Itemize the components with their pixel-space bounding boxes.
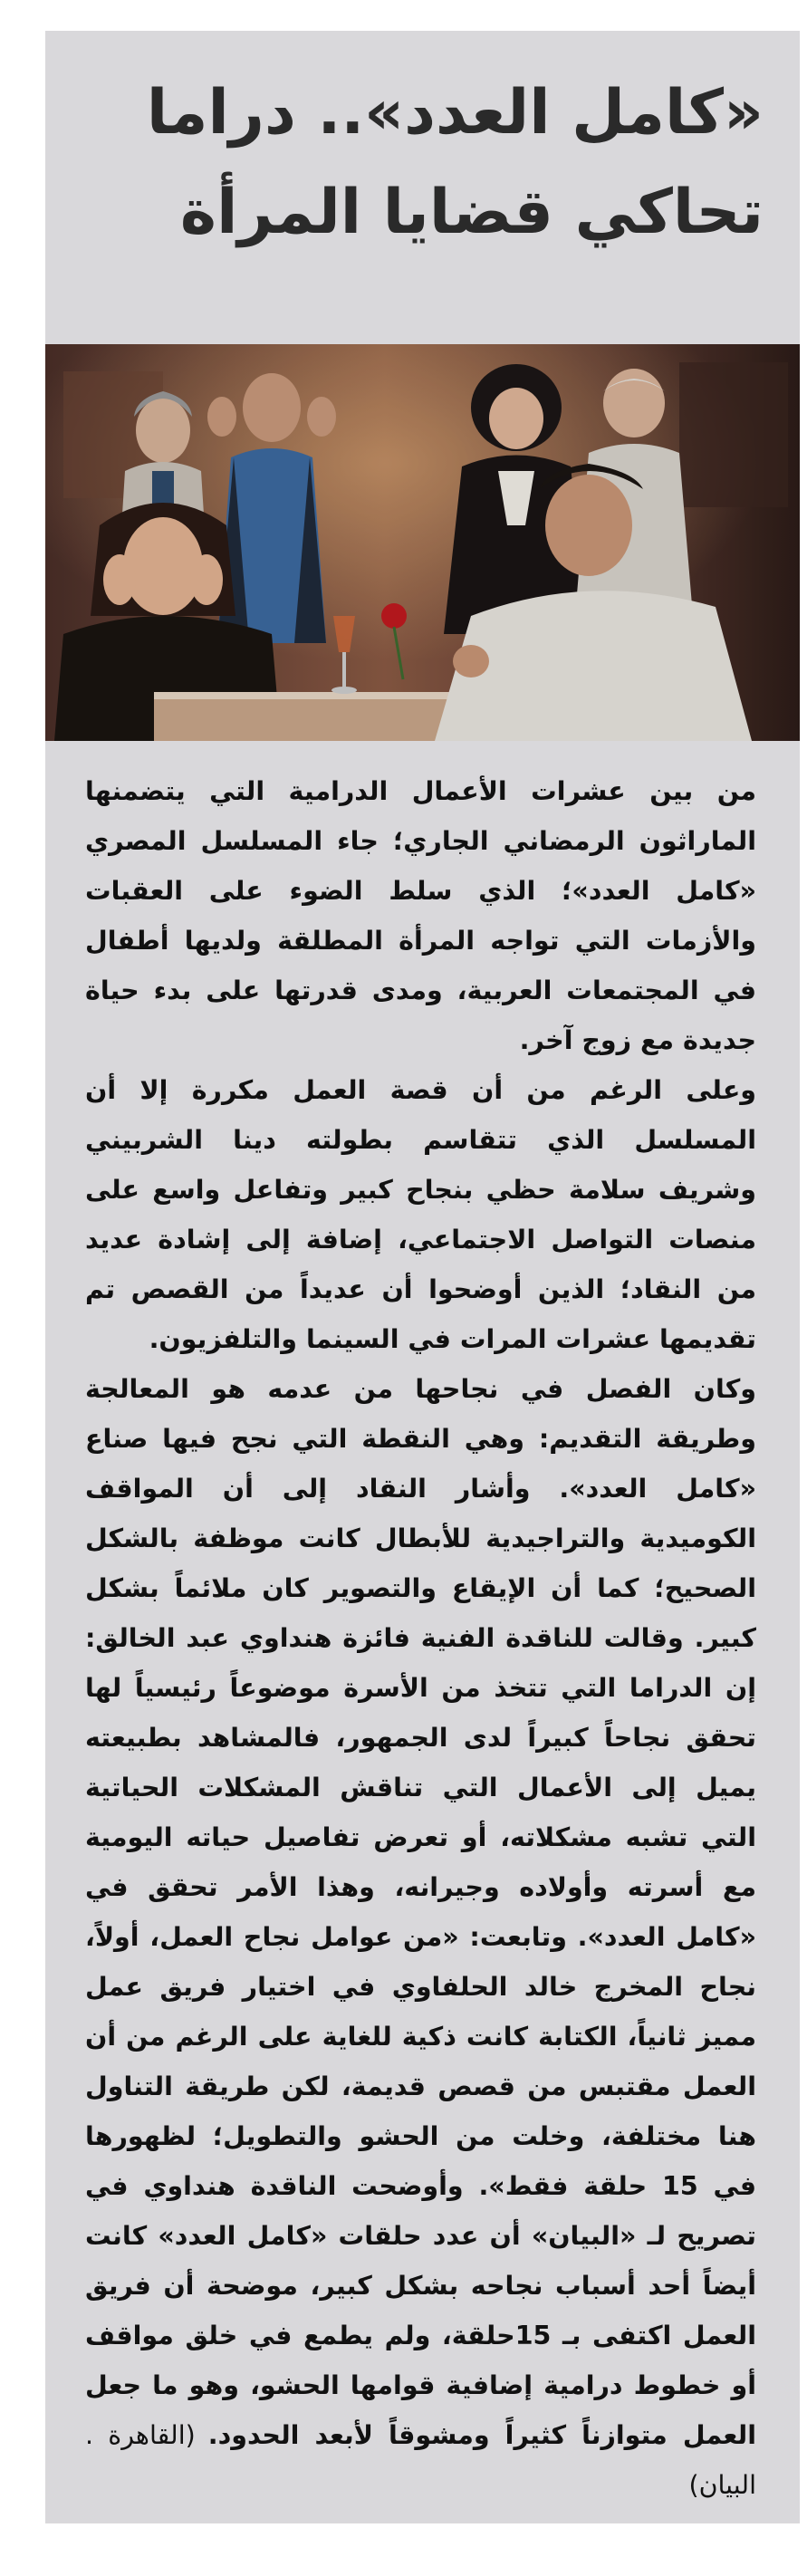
article-paragraph: وعلى الرغم من أن قصة العمل مكررة إلا أن المسلسل الذي تتقاسم بطولته دينا الشربيني وشريف سلامة حظي بنجاح كبير وتفاعل واسع على منصات التواصل الاجتماعي، إضافة إلى إشادة عديد من النقاد؛ الذين أوضحوا أن عديداً من القصص تم تقديمها عشرات المرات في السينما والتلفزيون.	[85, 1075, 756, 1354]
article-paragraph	[85, 1364, 756, 2510]
article-body	[85, 766, 756, 2510]
article-dateline: (القاهرة . البيان)	[85, 2420, 756, 2500]
cast-photo-illustration	[45, 344, 800, 741]
article-paragraph: من بين عشرات الأعمال الدرامية التي يتضمنها الماراثون الرمضاني الجاري؛ جاء المسلسل المصري «كامل العدد»؛ الذي سلط الضوء على العقبات والأزمات التي تواجه المرأة المطلقة ولديها أطفال في المجتمعات العربية، ومدى قدرتها على بدء حياة جديدة مع زوج آخر.	[85, 776, 756, 1055]
article-paragraph-text: وكان الفصل في نجاحها من عدمه هو المعالجة وطريقة التقديم: وهي النقطة التي نجح فيها صناع «كامل العدد». وأشار النقاد إلى أن المواقف الكوميدية والتراجيدية للأبطال كانت موظفة بالشكل الصحيح؛ كما أن الإيقاع والتصوير كان ملائماً بشكل كبير. وقالت للناقدة الفنية فائزة هنداوي عبد الخالق: إن الدراما التي تتخذ من الأسرة موضوعاً رئيسياً لها تحقق نجاحاً كبيراً لدى الجمهور، فالمشاهد بطبيعته يميل إلى الأعمال التي تناقش المشكلات الحياتية التي تشبه مشكلاته، أو تعرض تفاصيل حياته اليومية مع أسرته وأولاده وجيرانه، وهذا الأمر تحقق في «كامل العدد». وتابعت: «من عوامل نجاح العمل، أولاً، نجاح المخرج خالد الحلفاوي في اختيار فريق عمل مميز ثانياً، الكتابة كانت ذكية للغاية على الرغم من أن العمل مقتبس من قصص قديمة، لكن طريقة التناول هنا مختلفة، وخلت من الحشو والتطويل؛ لظهورها في 15 حلقة فقط». وأوضحت الناقدة هنداوي في تصريح لـ «البيان» أن عدد حلقات «كامل العدد» كانت أيضاً أحد أسباب نجاحه بشكل كبير، موضحة أن فريق العمل اكتفى بـ 15حلقة، ولم يطمع في خلق مواقف أو خطوط درامية إضافية قوامها الحشو، وهو ما جعل العمل متوازناً كثيراً ومشوقاً لأبعد الحدود.	[85, 1374, 757, 2450]
article-photo	[45, 344, 800, 741]
newspaper-clipping	[45, 31, 800, 2523]
article-headline: «كامل العدد».. دراما تحاكي قضايا المرأة	[146, 77, 764, 248]
